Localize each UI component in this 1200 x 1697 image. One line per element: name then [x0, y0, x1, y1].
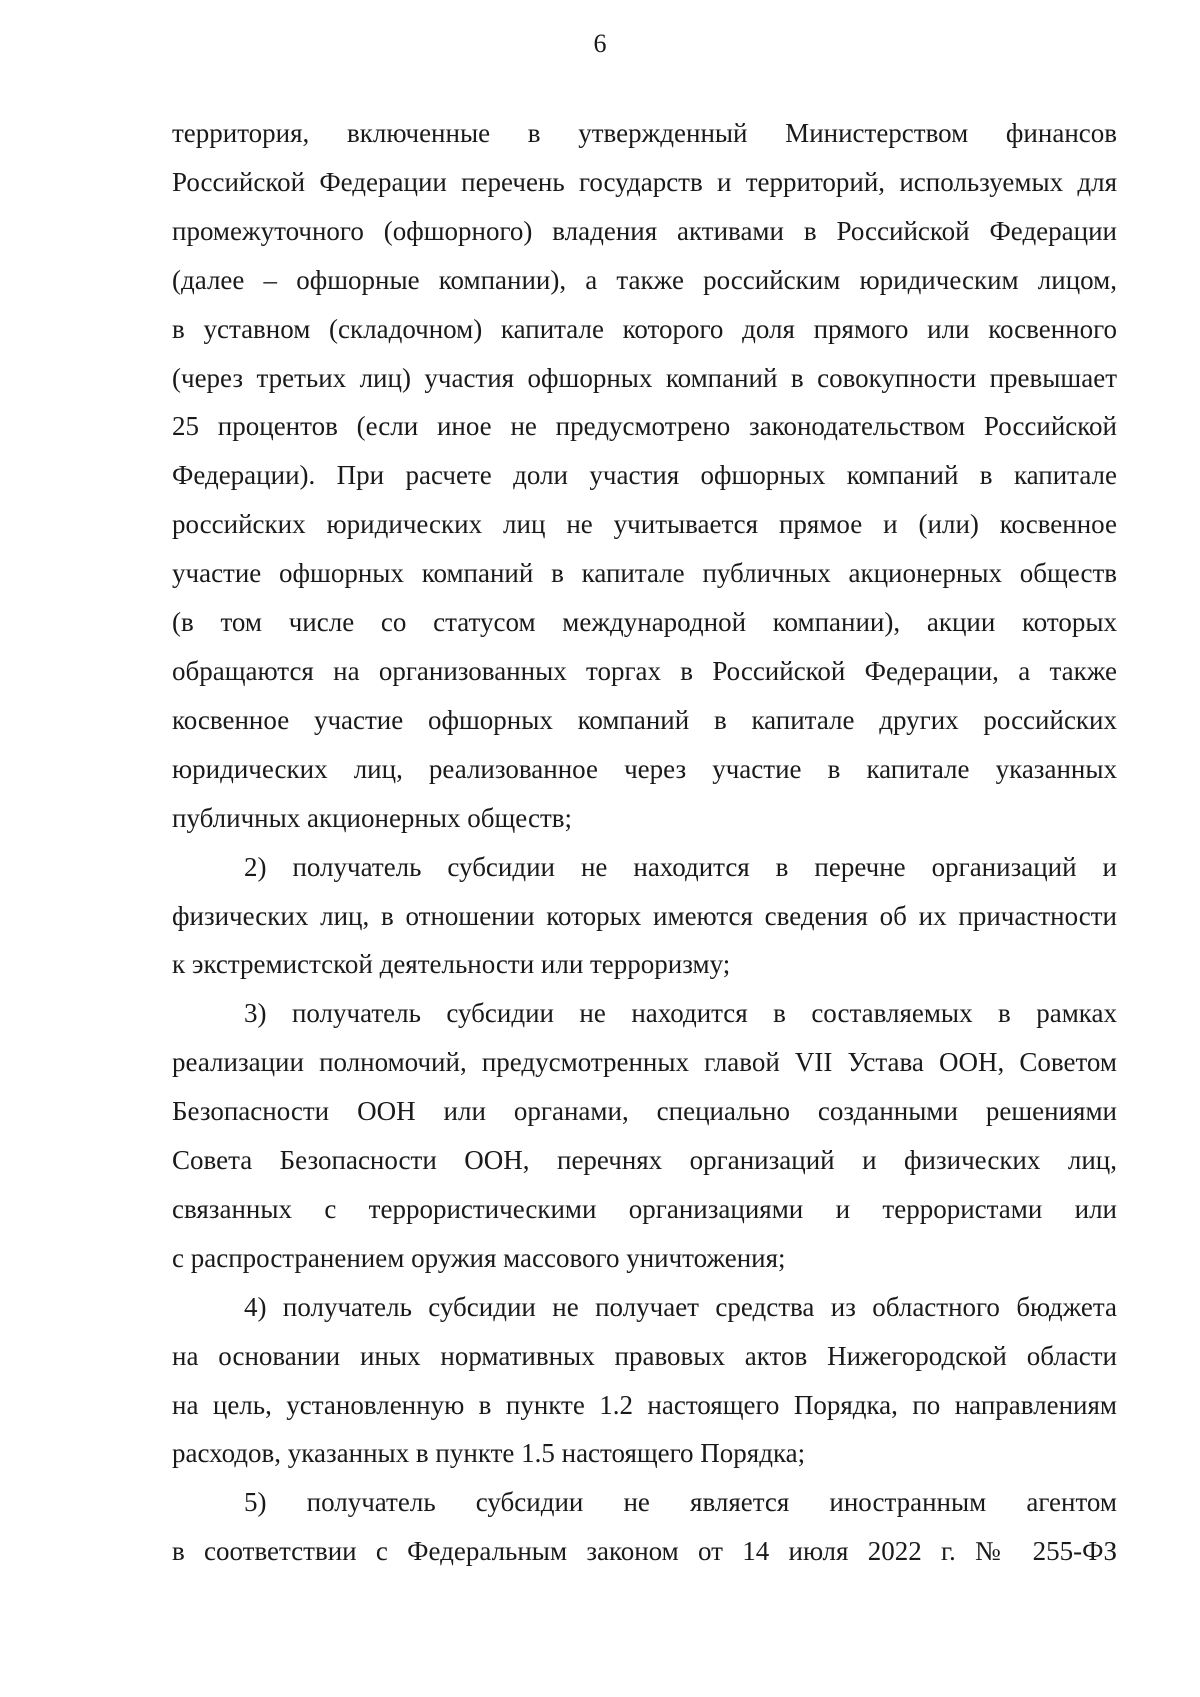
- text-line: территория, включенные в утвержденный Министерством финансов: [172, 118, 1117, 148]
- text-line: физических лиц, в отношении которых имеются сведения об их причастности: [172, 900, 1117, 931]
- text-line: промежуточного (офшорного) владения активами в Российской Федерации: [172, 215, 1117, 246]
- text-line: в уставном (складочном) капитале которого доля прямого или косвенного: [172, 313, 1117, 344]
- text-line: юридических лиц, реализованное через участие в капитале указанных: [172, 753, 1117, 784]
- text-line: связанных с террористическими организациями и террористами или: [172, 1193, 1117, 1224]
- paragraph-item-4: [172, 1283, 1117, 1479]
- paragraph-item-2: [172, 843, 1117, 990]
- text-line: расходов, указанных в пункте 1.5 настоящего Порядка;: [172, 1438, 806, 1469]
- paragraph-item-5: [172, 1478, 1117, 1576]
- text-line: в соответствии с Федеральным законом от 14 июля 2022 г. № 255-ФЗ: [172, 1536, 1117, 1567]
- page-number: 6: [593, 29, 607, 58]
- text-line: на цель, установленную в пункте 1.2 настоящего Порядка, по направлениям: [172, 1389, 1117, 1420]
- text-line: реализации полномочий, предусмотренных главой VII Устава ООН, Советом: [172, 1047, 1117, 1078]
- text-line: Российской Федерации перечень государств и территорий, используемых для: [172, 166, 1117, 197]
- document-body: [172, 109, 1117, 1576]
- text-line: российских юридических лиц не учитывается прямое и (или) косвенное: [172, 509, 1117, 540]
- text-line: публичных акционерных обществ;: [172, 802, 572, 833]
- text-line: обращаются на организованных торгах в Российской Федерации, а также: [172, 655, 1117, 686]
- paragraph-continuation: [172, 109, 1117, 843]
- text-line: косвенное участие офшорных компаний в капитале других российских: [172, 704, 1117, 735]
- text-line: (через третьих лиц) участия офшорных компаний в совокупности превышает: [172, 362, 1117, 393]
- text-line: на основании иных нормативных правовых актов Нижегородской области: [172, 1340, 1117, 1371]
- text-line: участие офшорных компаний в капитале публичных акционерных обществ: [172, 558, 1117, 589]
- text-line: 5) получатель субсидии не является иностранным агентом: [244, 1487, 1117, 1518]
- text-line: Безопасности ООН или органами, специально созданными решениями: [172, 1096, 1117, 1127]
- text-line: Совета Безопасности ООН, перечнях организаций и физических лиц,: [172, 1145, 1117, 1176]
- text-line: (в том числе со статусом международной компании), акции которых: [172, 607, 1117, 638]
- text-line: Федерации). При расчете доли участия офшорных компаний в капитале: [172, 460, 1117, 491]
- text-line: 2) получатель субсидии не находится в перечне организаций и: [244, 851, 1117, 882]
- text-line: (далее – офшорные компании), а также российским юридическим лицом,: [172, 264, 1117, 295]
- text-line: 3) получатель субсидии не находится в составляемых в рамках: [244, 998, 1117, 1029]
- text-line: 4) получатель субсидии не получает средства из областного бюджета: [244, 1291, 1117, 1322]
- text-line: к экстремистской деятельности или терроризму;: [172, 949, 731, 980]
- text-line: 25 процентов (если иное не предусмотрено законодательством Российской: [172, 411, 1117, 442]
- paragraph-item-3: [172, 989, 1117, 1282]
- text-line: с распространением оружия массового уничтожения;: [172, 1242, 786, 1273]
